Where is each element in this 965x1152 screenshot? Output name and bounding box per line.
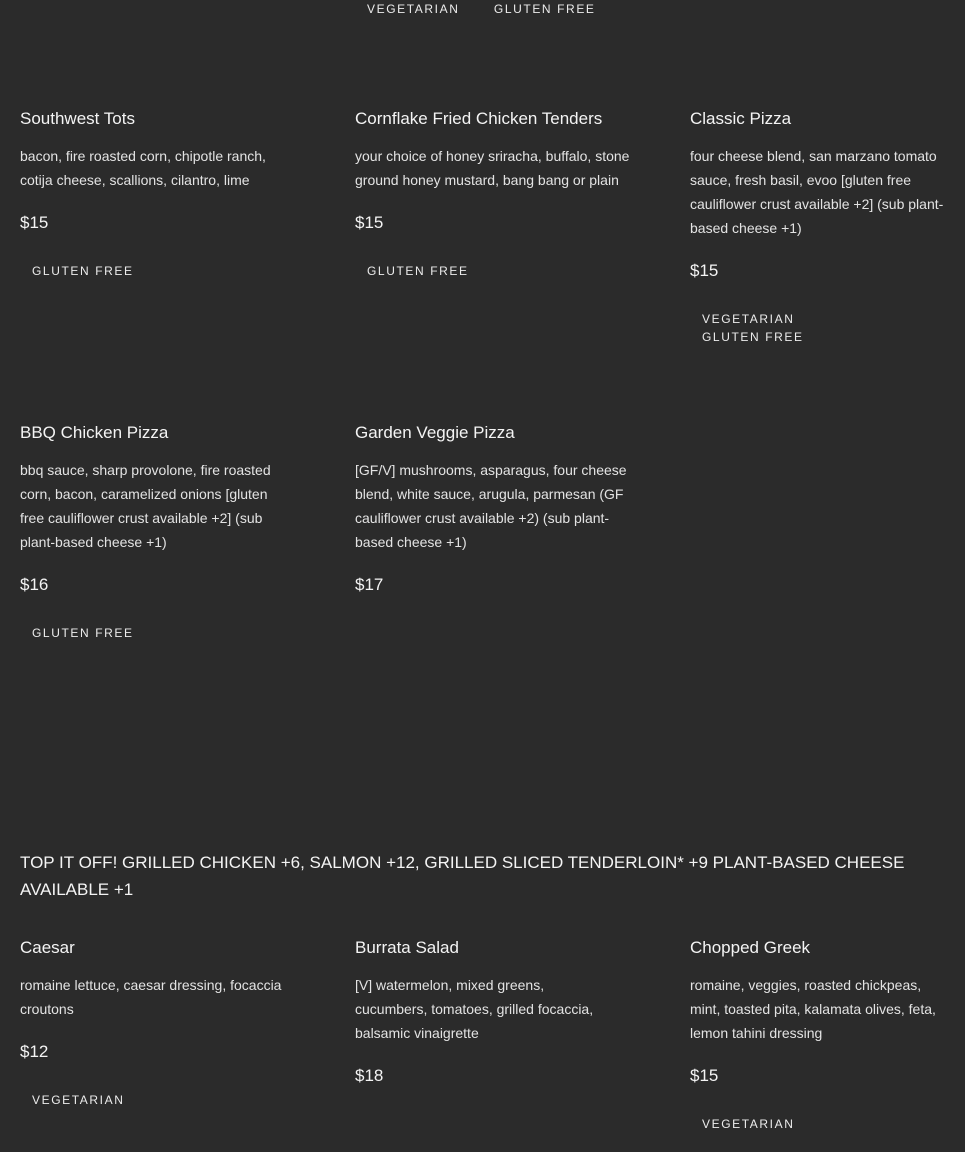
menu-item-cornflake-fried-chicken-tenders (355, 108, 630, 280)
menu-item-burrata-salad (355, 937, 615, 1087)
item-title: Caesar (20, 938, 75, 957)
menu-item-bbq-chicken-pizza (20, 422, 292, 642)
tag-gluten-free: GLUTEN FREE (32, 626, 134, 640)
item-price: $15 (690, 261, 719, 280)
item-tags (690, 1115, 955, 1133)
item-description: bacon, fire roasted corn, chipotle ranch, cotija cheese, scallions, cilantro, lime (20, 148, 266, 188)
item-tags (20, 624, 292, 642)
item-price: $15 (690, 1066, 719, 1085)
item-price: $15 (20, 213, 49, 232)
item-title: Southwest Tots (20, 109, 135, 128)
tag-vegetarian: VEGETARIAN (702, 1117, 795, 1131)
item-tags (20, 262, 290, 280)
add-ons-note: TOP IT OFF! GRILLED CHICKEN +6, SALMON +12, GRILLED SLICED TENDERLOIN* +9 PLANT-BASED CHEESE AVAILABLE +1 (20, 853, 905, 899)
item-description: [GF/V] mushrooms, asparagus, four cheese blend, white sauce, arugula, parmesan (GF cauliflower crust available +2) (sub plant-based cheese +1) (355, 462, 627, 550)
menu-item-classic-pizza (690, 108, 955, 346)
tag-gluten-free: GLUTEN FREE (493, 2, 596, 16)
item-price: $16 (20, 575, 49, 594)
item-title: Burrata Salad (355, 938, 459, 957)
menu-item-garden-veggie-pizza (355, 422, 630, 596)
tag-gluten-free: GLUTEN FREE (32, 264, 134, 278)
item-description: [V] watermelon, mixed greens, cucumbers, tomatoes, grilled focaccia, balsamic vinaigrette (355, 977, 594, 1041)
item-description: romaine, veggies, roasted chickpeas, mint, toasted pita, kalamata olives, feta, lemon tahini dressing (690, 977, 936, 1041)
item-description: your choice of honey sriracha, buffalo, stone ground honey mustard, bang bang or plain (355, 148, 630, 188)
item-title: Garden Veggie Pizza (355, 423, 515, 442)
item-price: $18 (355, 1066, 384, 1085)
item-description: four cheese blend, san marzano tomato sauce, fresh basil, evoo [gluten free cauliflower crust available +2] (sub plant-based cheese +1) (690, 148, 944, 236)
item-description: romaine lettuce, caesar dressing, focaccia croutons (20, 977, 282, 1017)
menu-item-chopped-greek (690, 937, 955, 1133)
item-title: Chopped Greek (690, 938, 811, 957)
item-price: $15 (355, 213, 384, 232)
item-title: Cornflake Fried Chicken Tenders (355, 109, 603, 128)
tag-vegetarian: VEGETARIAN (702, 312, 795, 326)
tag-gluten-free: GLUTEN FREE (367, 264, 469, 278)
item-tags (20, 1091, 295, 1109)
item-tags (355, 262, 630, 280)
tag-gluten-free: GLUTEN FREE (702, 330, 804, 344)
item-description: bbq sauce, sharp provolone, fire roasted corn, bacon, caramelized onions [gluten free cauliflower crust available +2] (sub plant-based cheese +1) (20, 462, 271, 550)
item-price: $12 (20, 1042, 49, 1061)
menu-item-caesar (20, 937, 295, 1109)
item-title: BBQ Chicken Pizza (20, 423, 169, 442)
previous-item-tags (367, 0, 626, 18)
tag-vegetarian: VEGETARIAN (367, 2, 460, 16)
item-title: Classic Pizza (690, 109, 792, 128)
tag-vegetarian: VEGETARIAN (32, 1093, 125, 1107)
item-price: $17 (355, 575, 384, 594)
item-tags (690, 310, 955, 346)
menu-item-southwest-tots (20, 108, 290, 280)
